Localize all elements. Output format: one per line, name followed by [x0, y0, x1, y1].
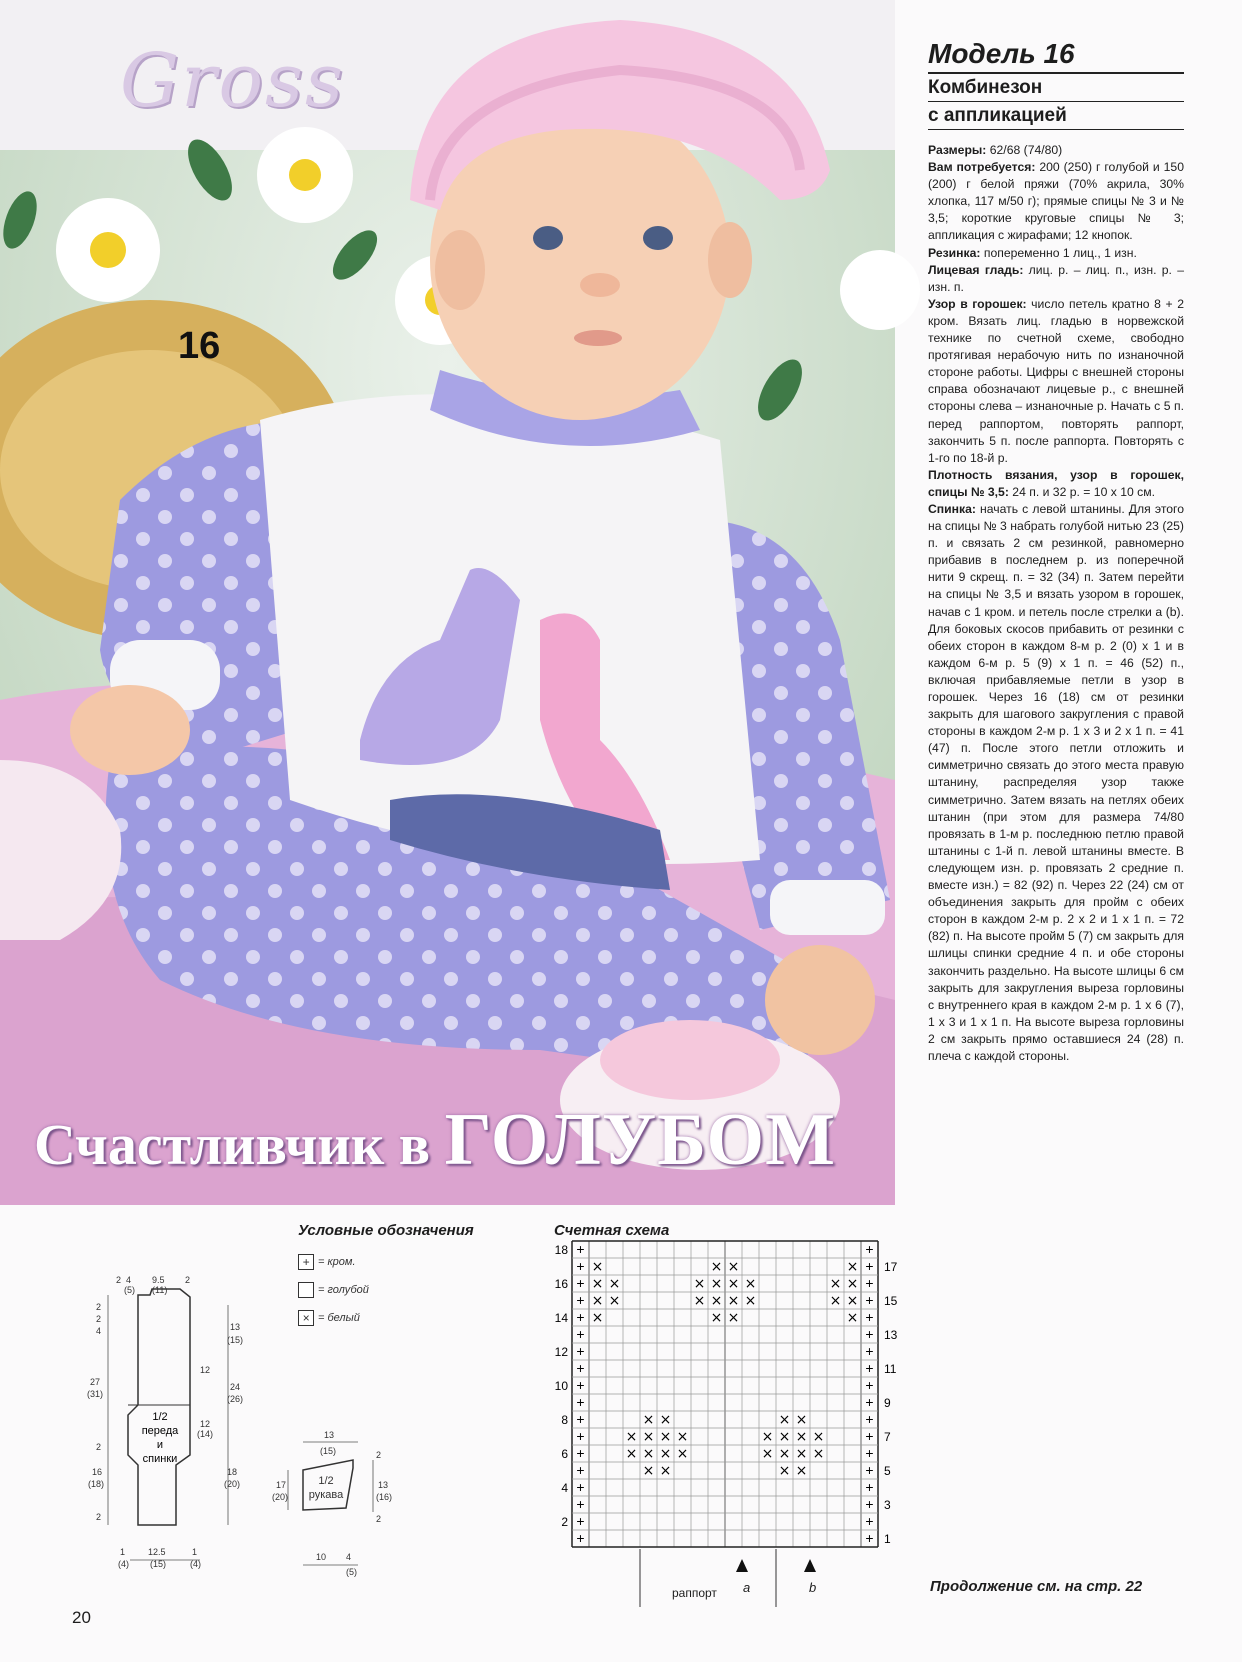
- dim-label: (20): [272, 1492, 289, 1502]
- white-stitch-mark: ×: [778, 1412, 791, 1428]
- row-number-left: 8: [561, 1413, 568, 1427]
- dim-label: 12: [200, 1419, 211, 1429]
- rapport-label: раппорт: [672, 1586, 717, 1600]
- white-stitch-mark: ×: [795, 1446, 808, 1462]
- dim-label: 13: [324, 1430, 335, 1440]
- article-column: [928, 38, 1184, 1065]
- edge-stitch-mark: +: [576, 1343, 585, 1359]
- front-label-3: и: [156, 1439, 164, 1451]
- white-stitch-mark: ×: [591, 1310, 604, 1326]
- dim-label: (14): [197, 1429, 214, 1439]
- dim-label: (4): [190, 1559, 201, 1569]
- dim-label: 2: [376, 1514, 382, 1524]
- arrow-label-a: a: [743, 1580, 751, 1595]
- brand-logo: Gross: [120, 38, 345, 124]
- paragraph: [928, 142, 1184, 159]
- sleeve-label-1: 1/2: [318, 1475, 334, 1487]
- white-stitch-symbol: ×: [298, 1310, 314, 1326]
- edge-stitch-mark: +: [865, 1275, 874, 1291]
- edge-stitch-mark: +: [576, 1275, 585, 1291]
- paragraph: [928, 501, 1184, 1065]
- dim-label: 2: [96, 1314, 102, 1324]
- row-number-right: 15: [884, 1294, 898, 1308]
- white-stitch-mark: ×: [744, 1293, 757, 1309]
- dim-label: 4: [346, 1552, 352, 1562]
- edge-stitch-mark: +: [865, 1326, 874, 1342]
- dim-label: 12.5: [148, 1547, 166, 1557]
- continuation-note: Продолжение см. на стр. 22: [930, 1578, 1143, 1595]
- edge-stitch-mark: +: [865, 1445, 874, 1461]
- row-number-left: 18: [554, 1243, 568, 1257]
- paragraph-text: лиц. р. – лиц. п., изн. р. – изн. п.: [928, 262, 1184, 294]
- dim-label: 18: [227, 1467, 238, 1477]
- model-subtitle-1: Комбинезон: [928, 74, 1184, 102]
- white-stitch-mark: ×: [608, 1293, 621, 1309]
- edge-stitch-mark: +: [576, 1496, 585, 1512]
- row-number-right: 7: [884, 1430, 891, 1444]
- white-stitch-mark: ×: [591, 1259, 604, 1275]
- dim-label: (15): [227, 1335, 244, 1345]
- white-stitch-mark: ×: [744, 1276, 757, 1292]
- dim-label: (11): [152, 1285, 168, 1295]
- dim-label: (16): [376, 1492, 393, 1502]
- dim-label: 10: [316, 1552, 327, 1562]
- instructions-text: [928, 142, 1184, 1065]
- edge-stitch-mark: +: [576, 1258, 585, 1274]
- row-number-right: 11: [884, 1362, 897, 1376]
- dim-label: 13: [378, 1480, 389, 1490]
- model-title: Модель 16: [928, 38, 1184, 74]
- white-stitch-mark: ×: [727, 1293, 740, 1309]
- sleeve-label-2: рукава: [308, 1489, 344, 1501]
- dim-label: (15): [150, 1559, 167, 1569]
- white-stitch-mark: ×: [778, 1429, 791, 1445]
- legend-text: = белый: [318, 1312, 360, 1324]
- edge-stitch-mark: +: [865, 1462, 874, 1478]
- dim-label: 4: [96, 1326, 102, 1336]
- edge-stitch-mark: +: [865, 1530, 874, 1546]
- white-stitch-mark: ×: [710, 1310, 723, 1326]
- edge-stitch-mark: +: [865, 1360, 874, 1376]
- edge-stitch-mark: +: [865, 1343, 874, 1359]
- dim-label: (26): [227, 1394, 244, 1404]
- dim-label: 9.5: [152, 1275, 165, 1285]
- white-stitch-mark: ×: [778, 1463, 791, 1479]
- dim-label: 27: [90, 1377, 101, 1387]
- white-stitch-mark: ×: [659, 1412, 672, 1428]
- edge-stitch-mark: +: [865, 1292, 874, 1308]
- row-number-left: 6: [561, 1447, 568, 1461]
- front-label-1: 1/2: [152, 1411, 168, 1423]
- white-stitch-mark: ×: [659, 1463, 672, 1479]
- front-label-2: переда: [141, 1425, 179, 1437]
- edge-stitch-mark: +: [576, 1377, 585, 1393]
- white-stitch-mark: ×: [659, 1429, 672, 1445]
- white-stitch-mark: ×: [846, 1276, 859, 1292]
- dim-label: 2: [96, 1302, 102, 1312]
- scheme-title: Счетная схема: [554, 1222, 670, 1239]
- paragraph-text: попеременно 1 лиц., 1 изн.: [980, 245, 1137, 260]
- paragraph-label: Резинка:: [928, 245, 981, 260]
- paragraph-label: Плотность вязания, узор в горошек, спицы № 3,5:: [928, 467, 1184, 499]
- edge-stitch-mark: +: [865, 1394, 874, 1410]
- legend-item: [298, 1282, 369, 1298]
- white-stitch-mark: ×: [710, 1293, 723, 1309]
- paragraph-label: Лицевая гладь:: [928, 262, 1024, 277]
- paragraph: [928, 245, 1184, 262]
- white-stitch-mark: ×: [710, 1276, 723, 1292]
- dim-label: 13: [230, 1322, 241, 1332]
- blue-stitch-symbol: [298, 1282, 314, 1298]
- edge-stitch-mark: +: [576, 1292, 585, 1308]
- legend-title: Условные обозначения: [298, 1222, 474, 1239]
- edge-stitch-mark: +: [576, 1445, 585, 1461]
- dim-label: 17: [276, 1480, 287, 1490]
- edge-stitch-mark: +: [865, 1496, 874, 1512]
- page-number: 20: [72, 1608, 91, 1627]
- dim-label: (5): [124, 1285, 135, 1295]
- edge-stitch-mark: +: [865, 1428, 874, 1444]
- paragraph-label: Спинка:: [928, 501, 976, 516]
- edge-stitch-mark: +: [865, 1377, 874, 1393]
- white-stitch-mark: ×: [591, 1293, 604, 1309]
- dim-label: (18): [88, 1479, 105, 1489]
- row-number-right: 5: [884, 1464, 891, 1478]
- dim-label: 2: [96, 1512, 102, 1522]
- paragraph-text: начать с левой штанины. Для этого на спицы № 3 набрать голубой нитью 23 (25) п. и связать 2 см резинкой, равномерно прибавив в последнем р. из поперечной нити 9 скрещ. п. = 32 (34) п. Затем перейти на спицы № 3,5 и вязать узором в горошек, начав с 1 кром. и петель после стрелки а (b). Для боковых скосов прибавить от резинки с обеих сторон в каждом 8-м р. 2 (0) х 1 и в каждом 6-м р. 5 (9) х 1 п. = 46 (52) п., включая прибавляемые петли в узор в горошек. Через 16 (18) см от резинки закрыть для шагового закругления с правой стороны в каждом 2-м р. 1 х 3 и 2 х 1 п. = 41 (47) п. После этого петли отложить и симметрично связать до этого места правую штанину, распределяя узор также симметрично. Затем вязать на петлях обеих штанин (при этом для размера 74/80 провязать в 1-м р. последнюю петлю правой штанины с 1-й п. левой штанины вместе. В следующем изн. р. провязать 2 средние п. вместе изн.) = 82 (92) п. Через 22 (24) см от объединения закрыть для пройм с обеих сторон в каждом 2-м р. 2 х 2 и 1 х 1 п. = 72 (82) п. На высоте пройм 5 (7) см закрыть для шлицы спинки средние 4 п. и обе стороны закончить раздельно. На высоте шлицы 6 см закрыть для закругления выреза горловины с внутреннего края в каждом 2-м р. 1 х 6 (7), 1 х 3 и 1 х 1 п. На высоте выреза горловины 2 см закрыть прямо оставшиеся 24 (28) п. плеча с каждой стороны.: [928, 501, 1184, 1063]
- dim-label: 2: [96, 1442, 102, 1452]
- arrow-label-b: b: [809, 1580, 817, 1595]
- white-stitch-mark: ×: [693, 1276, 706, 1292]
- dim-label: 12: [200, 1365, 211, 1375]
- white-stitch-mark: ×: [625, 1429, 638, 1445]
- paragraph-text: число петель кратно 8 + 2 кром. Вязать лиц. гладью в норвежской технике по счетной схеме, свободно протягивая нерабочую нить по изнаночной стороне работы. Цифры с внешней стороны справа обозначают лицевые р., с внешней стороны слева – изнаночные р. Начать с 5 п. перед раппортом, повторять раппорт, закончить 5 п. после раппорта. Повторять с 1-го по 18-й р.: [928, 296, 1184, 465]
- dim-label: (20): [224, 1479, 241, 1489]
- edge-stitch-mark: +: [865, 1241, 874, 1257]
- white-stitch-mark: ×: [676, 1429, 689, 1445]
- white-stitch-mark: ×: [795, 1429, 808, 1445]
- white-stitch-mark: ×: [761, 1429, 774, 1445]
- row-number-left: 14: [554, 1311, 568, 1325]
- headline-part2: ГОЛУБОМ: [444, 1099, 836, 1181]
- edge-stitch-mark: +: [576, 1241, 585, 1257]
- row-number-left: 10: [554, 1379, 568, 1393]
- white-stitch-mark: ×: [608, 1276, 621, 1292]
- edge-stitch-mark: +: [576, 1428, 585, 1444]
- edge-stitch-mark: +: [576, 1462, 585, 1478]
- white-stitch-mark: ×: [727, 1310, 740, 1326]
- white-stitch-mark: ×: [727, 1259, 740, 1275]
- dim-label: (15): [320, 1446, 337, 1456]
- edge-stitch-symbol: +: [298, 1254, 314, 1270]
- row-number-left: 16: [554, 1277, 568, 1291]
- row-number-right: 9: [884, 1396, 891, 1410]
- legend-text: = кром.: [318, 1256, 356, 1268]
- dim-label: 2: [376, 1450, 382, 1460]
- white-stitch-mark: ×: [812, 1446, 825, 1462]
- paragraph-label: Узор в горошек:: [928, 296, 1027, 311]
- paragraph-text: 200 (250) г голубой и 150 (200) г белой пряжи (70% акрила, 30% хлопка, 117 м/50 г); прямые спицы № 3 и № 3,5; короткие круговые спицы № 3; аппликация с жирафами; 12 кнопок.: [928, 160, 1184, 243]
- white-stitch-mark: ×: [625, 1446, 638, 1462]
- row-number-left: 12: [554, 1345, 568, 1359]
- rapport-arrow-icon: [736, 1559, 748, 1572]
- row-number-right: 13: [884, 1328, 898, 1342]
- white-stitch-mark: ×: [812, 1429, 825, 1445]
- white-stitch-mark: ×: [693, 1293, 706, 1309]
- dim-label: 16: [92, 1467, 103, 1477]
- legend-item: [298, 1254, 356, 1270]
- paragraph-label: Вам потребуется:: [928, 160, 1036, 175]
- legend-text: = голубой: [318, 1284, 369, 1296]
- white-stitch-mark: ×: [727, 1276, 740, 1292]
- edge-stitch-mark: +: [576, 1513, 585, 1529]
- paragraph: [928, 262, 1184, 296]
- white-stitch-mark: ×: [795, 1463, 808, 1479]
- front-label-4: спинки: [142, 1453, 178, 1465]
- white-stitch-mark: ×: [591, 1276, 604, 1292]
- dim-label: 1: [120, 1547, 126, 1557]
- white-stitch-mark: ×: [846, 1310, 859, 1326]
- white-stitch-mark: ×: [659, 1446, 672, 1462]
- white-stitch-mark: ×: [761, 1446, 774, 1462]
- dim-label: 2: [185, 1275, 191, 1285]
- dim-label: (4): [118, 1559, 129, 1569]
- paragraph-text: 24 п. и 32 р. = 10 х 10 см.: [1008, 484, 1156, 499]
- edge-stitch-mark: +: [576, 1394, 585, 1410]
- sleeve-pattern-diagram: [268, 1430, 408, 1580]
- paragraph: [928, 467, 1184, 501]
- edge-stitch-mark: +: [865, 1479, 874, 1495]
- row-number-right: 17: [884, 1260, 898, 1274]
- edge-stitch-mark: +: [865, 1258, 874, 1274]
- paragraph: [928, 296, 1184, 467]
- row-number-left: 4: [561, 1481, 568, 1495]
- paragraph-label: Размеры:: [928, 143, 987, 157]
- white-stitch-mark: ×: [676, 1446, 689, 1462]
- row-number-right: 1: [884, 1532, 891, 1546]
- white-stitch-mark: ×: [846, 1259, 859, 1275]
- headline-part1: Счастливчик в: [34, 1112, 445, 1177]
- white-stitch-mark: ×: [642, 1446, 655, 1462]
- edge-stitch-mark: +: [865, 1309, 874, 1325]
- edge-stitch-mark: +: [576, 1530, 585, 1546]
- paragraph-text: 62/68 (74/80): [986, 143, 1063, 157]
- rapport-arrow-icon: [804, 1559, 816, 1572]
- white-stitch-mark: ×: [829, 1276, 842, 1292]
- dim-label: 2: [116, 1275, 122, 1285]
- white-stitch-mark: ×: [710, 1259, 723, 1275]
- edge-stitch-mark: +: [865, 1513, 874, 1529]
- dim-label: 1: [192, 1547, 198, 1557]
- edge-stitch-mark: +: [576, 1360, 585, 1376]
- row-number-right: 3: [884, 1498, 891, 1512]
- edge-stitch-mark: +: [576, 1326, 585, 1342]
- edge-stitch-mark: +: [576, 1479, 585, 1495]
- edge-stitch-mark: +: [865, 1411, 874, 1427]
- legend-item: [298, 1310, 360, 1326]
- row-number-left: 2: [561, 1515, 568, 1529]
- counting-scheme-grid: [552, 1241, 898, 1586]
- edge-stitch-mark: +: [576, 1411, 585, 1427]
- dim-label: (31): [87, 1389, 104, 1399]
- front-back-pattern-diagram: [80, 1275, 250, 1575]
- dim-label: (5): [346, 1567, 357, 1577]
- white-stitch-mark: ×: [795, 1412, 808, 1428]
- model-number-badge: 16: [178, 325, 221, 367]
- model-subtitle-2: с аппликацией: [928, 102, 1184, 130]
- white-stitch-mark: ×: [846, 1293, 859, 1309]
- white-stitch-mark: ×: [642, 1412, 655, 1428]
- photo-headline: [34, 1098, 836, 1183]
- dim-label: 24: [230, 1382, 241, 1392]
- edge-stitch-mark: +: [576, 1309, 585, 1325]
- white-stitch-mark: ×: [829, 1293, 842, 1309]
- white-stitch-mark: ×: [642, 1429, 655, 1445]
- white-stitch-mark: ×: [642, 1463, 655, 1479]
- dim-label: 4: [126, 1275, 132, 1285]
- paragraph: [928, 159, 1184, 244]
- white-stitch-mark: ×: [778, 1446, 791, 1462]
